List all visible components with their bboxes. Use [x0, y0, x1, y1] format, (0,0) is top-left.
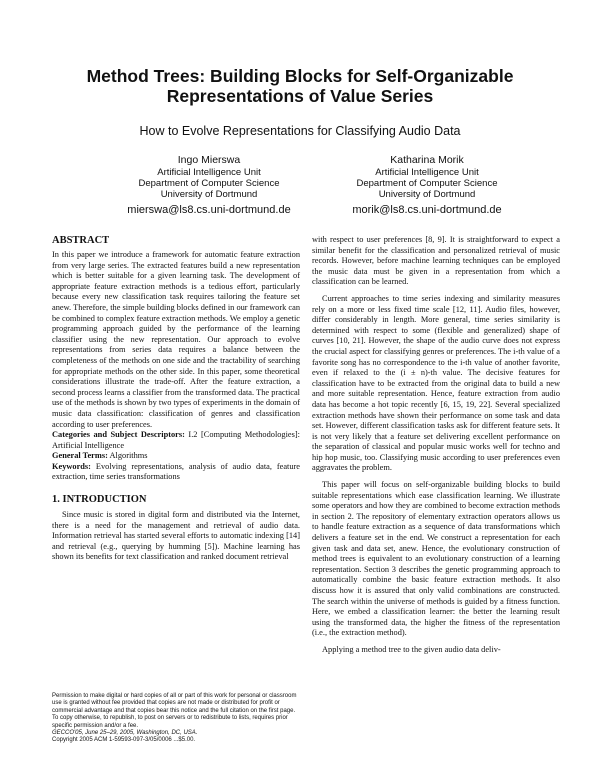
conference-venue: GECCO'05, June 25–29, 2005, Washington, DC, USA.: [52, 730, 198, 737]
terms-line: [52, 451, 300, 462]
terms-text: Algorithms: [109, 451, 148, 461]
body-paragraph: This paper will focus on self-organizable building blocks to build suitable representations which ease classification learning. We illustrate some operators and how they are combined to become extraction methods in section 2. The repository of elementary extraction operators allows us to handle feature extraction as a sequence of data transformations which delivers a feature set in the end. We construct a representation for each given task and data set, anew. Hence, the evolutionary construction of method trees is equivalent to an evolutionary construction of a learning representation. Section 3 describes the genetic programming approach to automatically combine the basic feature extraction methods. It also discuss how it is assured that only valid combinations are constructed. The search within the universe of methods is guided by a fitness function. Here, we embed a classification learner: the better the learning result using the transformed data, the higher the fitness of the representation (i.e., the extraction method).: [312, 480, 560, 638]
author-email: morik@ls8.cs.uni-dortmund.de: [352, 204, 502, 216]
author-block-1: [104, 154, 314, 216]
abstract-heading: ABSTRACT: [52, 235, 110, 246]
author-affiliation: University of Dortmund: [160, 189, 258, 200]
categories-line: [52, 430, 300, 451]
keywords-line: [52, 462, 300, 483]
terms-label: General Terms:: [52, 451, 108, 461]
abstract-text: In this paper we introduce a framework for automatic feature extraction from very large series. The extracted features build a new representation which is better suitable for a given learning task. The development of appropriate feature extraction methods is a tedious effort, particularly because every new classification task requires tailoring the feature set anew. Therefore, the simple building blocks defined in our framework can be combined to complex feature extraction methods. We employ a genetic programming approach guided by the performance of the learning classifier using the new representation. Our approach to evolve representations from series data requires a balance between the completeness of the methods on one side and the tractability of searching for appropriate methods on the other side. In this paper, some theoretical considerations illustrate the trade-off. After the feature extraction, a second process learns a classifier from the transformed data. The practical use of the methods is shown by two types of experiments in the domain of music data classification: classification of genres and classification according to user preferences.: [52, 250, 300, 429]
intro-paragraph: Since music is stored in digital form and distributed via the Internet, there is a need for the management and retrieval of audio data. Information retrieval has started several efforts to automatic indexing [14] and retrieval (e.g., querying by humming [5]). Machine learning has shown its benefits for text classification and ranked document retrieval: [52, 510, 300, 562]
body-paragraph: with respect to user preferences [8, 9]. It is straightforward to expect a similar benefit for the classification and personalized retrieval of music records. However, before machine learning techniques can be employed the music data must be given in a representation from which a classification can be learned.: [312, 235, 560, 287]
author-affiliation: Department of Computer Science: [138, 178, 280, 189]
keywords-label: Keywords:: [52, 461, 91, 471]
author-block-2: [322, 154, 532, 216]
author-email: mierswa@ls8.cs.uni-dortmund.de: [127, 204, 291, 216]
copyright-line: Copyright 2005 ACM 1-59593-097-3/05/0006 ...$5.00.: [52, 737, 196, 744]
body-paragraph: Applying a method tree to the given audio data deliv-: [322, 644, 501, 654]
left-column: [52, 235, 300, 563]
body-paragraph: Current approaches to time series indexing and similarity measures rely on a more or less fixed time scale [12, 11]. Audio files, however, differ considerably in length. More general, time series similarity is determined with respect to some (flexible and generalized) shape of curves [10, 21]. However, the shape of the audio curve does not express the crucial aspect for classifying genres or preferences. The i-th value of a favorite song has no correspondence to the i-th value of another favorite, even if relaxed to the (i ± n)-th value. The decisive features for classification have to be extracted from the original data to build a new and more suitable representation. Hence, feature extraction from audio data has become a hot topic recently [6, 15, 19, 22]. Several specialized extraction methods have shown their performance on some task and data set. However, different classification tasks ask for different feature sets. It is not very likely that a feature set delivering excellent performance on the separation of classical and popular music works well for techno and hip hop music, too. Classifying music according to user preferences even aggravates the problem.: [312, 293, 560, 473]
paper-title: Method Trees: Building Blocks for Self-Organizable Representations of Value Series: [86, 66, 514, 106]
author-affiliation: Artificial Intelligence Unit: [375, 167, 479, 178]
permission-footnote: [52, 693, 300, 745]
paper-subtitle: How to Evolve Representations for Classifying Audio Data: [139, 124, 461, 138]
right-column: [312, 235, 560, 656]
keywords-text: Evolving representations, analysis of audio data, feature extraction, time series transformations: [52, 461, 300, 482]
author-affiliation: Department of Computer Science: [356, 178, 498, 189]
categories-label: Categories and Subject Descriptors:: [52, 430, 185, 440]
author-affiliation: University of Dortmund: [378, 189, 476, 200]
author-affiliation: Artificial Intelligence Unit: [157, 167, 261, 178]
introduction-heading: 1. INTRODUCTION: [52, 494, 147, 506]
author-name: Ingo Mierswa: [177, 154, 241, 166]
author-name: Katharina Morik: [390, 154, 464, 166]
permission-text: Permission to make digital or hard copies of all or part of this work for personal or classroom use is granted without fee provided that copies are not made or distributed for profit or commercial advantage and that copies bear this notice and the full citation on the first page. To copy otherwise, to republish, to post on servers or to redistribute to lists, requires prior specific permission and/or a fee.: [52, 693, 297, 729]
categories-text: I.2 [Computing Methodologies]: Artificial Intelligence: [52, 430, 300, 450]
